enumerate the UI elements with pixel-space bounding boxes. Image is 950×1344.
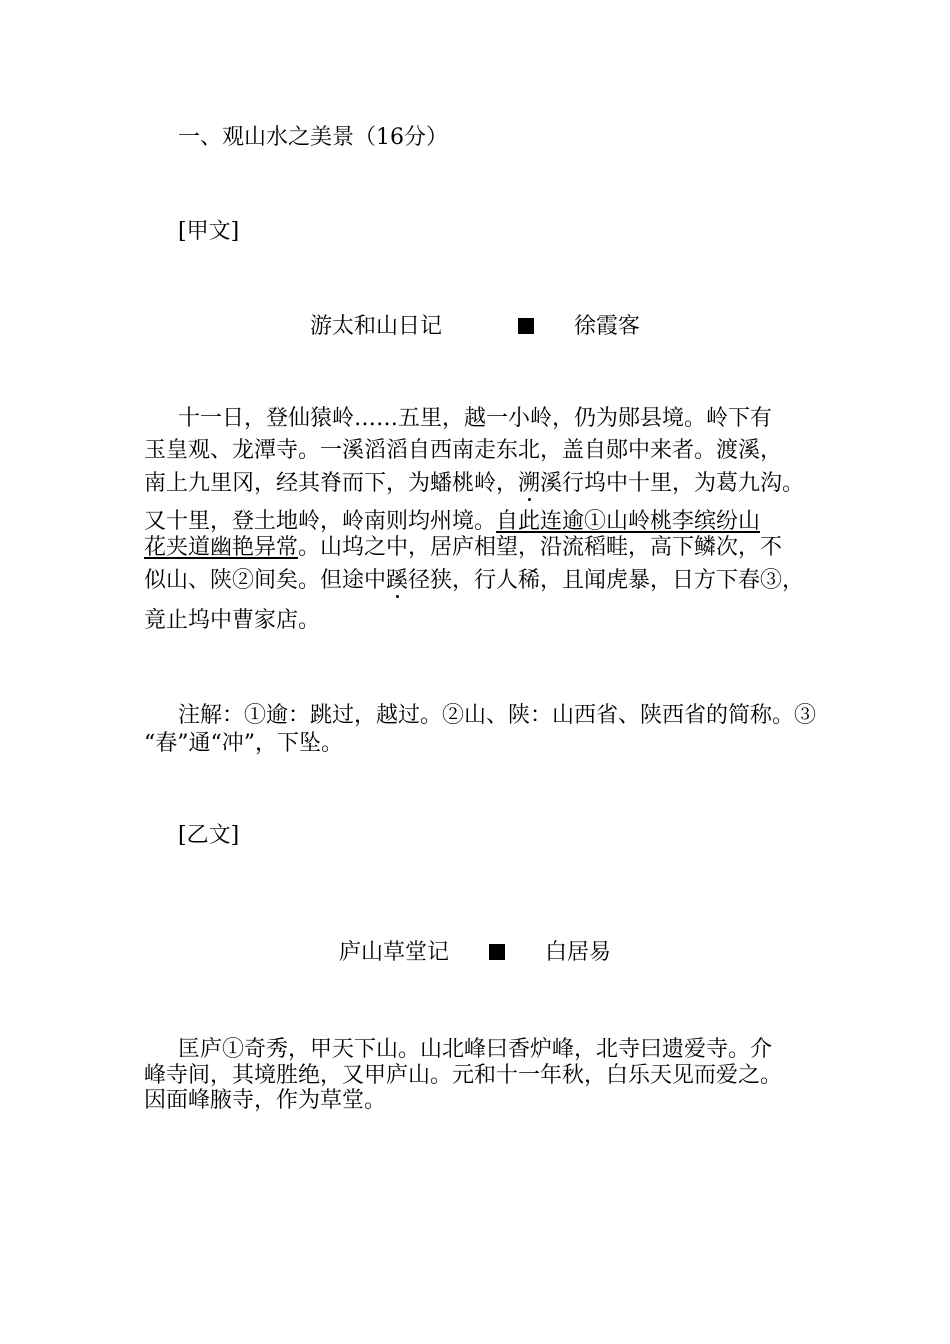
text-a-line: 竟止坞中曹家店。: [144, 608, 321, 633]
text-a-line: 玉皇观、龙潭寺。一溪滔滔自西南走东北，盖自郧中来者。渡溪，: [144, 438, 783, 463]
text-b-author: 白居易: [545, 940, 612, 965]
text-a-segment: 似山、陕②间矣。但途中: [144, 568, 387, 593]
text-a-title: 游太和山日记: [309, 314, 442, 339]
text-b-line: 峰寺间，其境胜绝，又甲庐山。元和十一年秋，白乐天见而爱之。: [144, 1063, 783, 1088]
text-a-segment: 。山坞之中，居庐相望，沿流稻畦，高下鳞次，不: [298, 535, 783, 560]
underlined-sentence: 自此连逾①山岭桃李缤纷山: [496, 509, 761, 534]
text-a-segment: 又十里，登土地岭，岭南则均州境。: [144, 509, 497, 534]
text-b-line: 因面峰腋寺，作为草堂。: [144, 1088, 387, 1113]
underlined-sentence: 花夹道幽艳异常: [144, 535, 299, 560]
text-a-line: [144, 534, 782, 562]
text-b-label: [乙文]: [178, 823, 240, 848]
annotation-note: “春”通“冲”，下坠。: [144, 731, 343, 756]
text-a-line: [144, 508, 760, 536]
text-a-author: 徐霞客: [574, 314, 641, 339]
text-a-label: [甲文]: [178, 219, 240, 244]
text-a-line: [144, 567, 804, 595]
text-a-line: 十一日，登仙猿岭……五里，越一小岭，仍为郧县境。岭下有: [178, 406, 773, 431]
text-a-segment: 溪行坞中十里，为葛九沟。: [540, 471, 805, 496]
text-a-title-line: [0, 313, 950, 341]
text-b-line: 匡庐①奇秀，甲天下山。山北峰曰香炉峰，北寺曰遗爱寺。介: [178, 1037, 773, 1062]
annotation-note: 注解：①逾：跳过，越过。②山、陕：山西省、陕西省的简称。③: [178, 703, 817, 728]
section-heading: 一、观山水之美景（16分）: [178, 125, 448, 150]
emphasized-character: 溯: [518, 471, 541, 496]
black-square-icon: [489, 944, 505, 960]
text-a-line: [144, 470, 804, 498]
text-b-title: 庐山草堂记: [338, 940, 449, 965]
emphasized-character: 蹊: [386, 568, 409, 593]
text-a-segment: 南上九里冈，经其脊而下，为蟠桃岭，: [144, 471, 519, 496]
black-square-icon: [518, 318, 534, 334]
text-a-segment: 径狭，行人稀，且闻虎暴，日方下春③，: [408, 568, 805, 593]
text-b-title-line: [0, 939, 950, 967]
